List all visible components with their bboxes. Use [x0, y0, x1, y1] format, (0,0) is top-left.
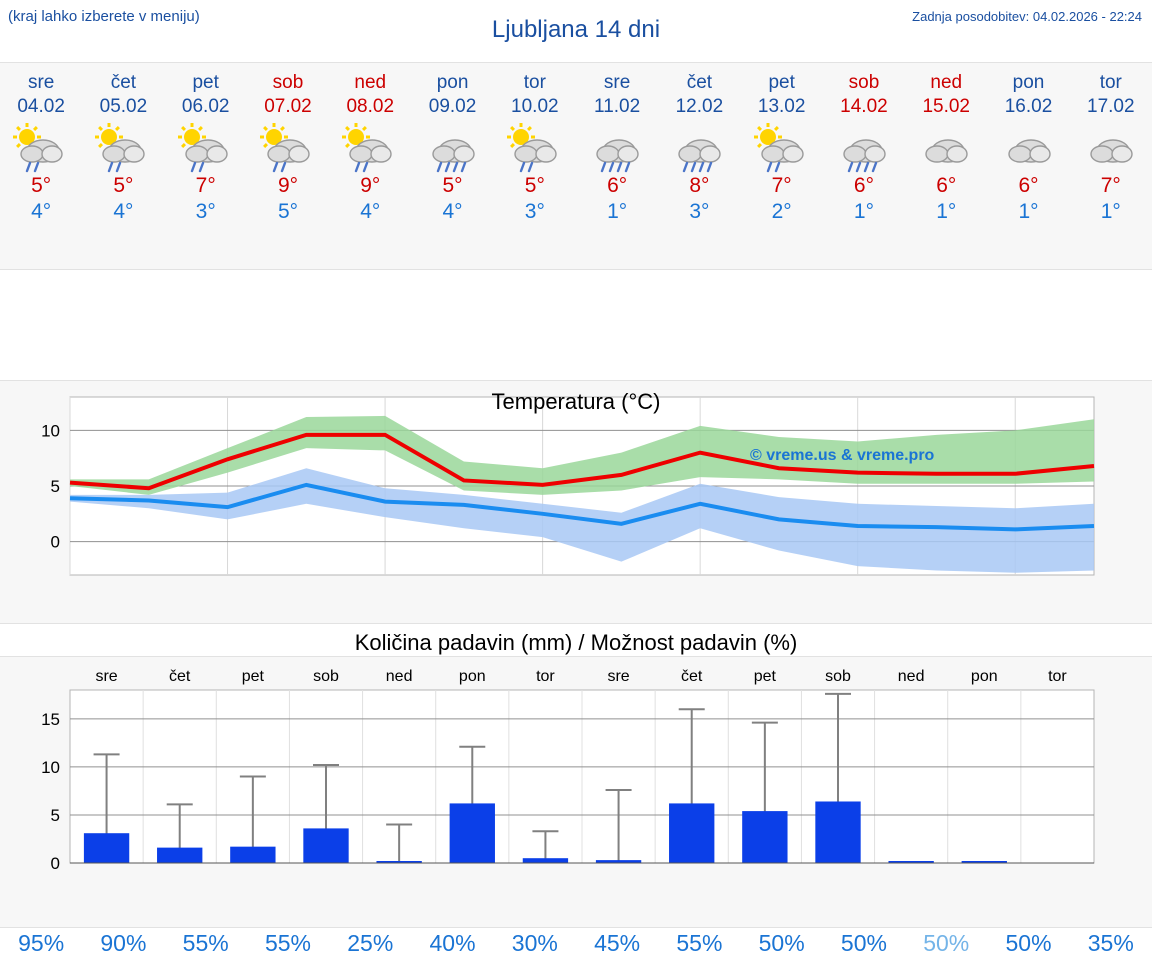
precip-probability: 25% [347, 930, 394, 956]
day-of-week: tor [1099, 72, 1122, 93]
day-min-temp: 3° [195, 200, 216, 223]
day-max-temp: 6° [607, 174, 628, 197]
page-header [0, 0, 1152, 62]
svg-text:0: 0 [50, 532, 60, 552]
precip-probability: 50% [1005, 930, 1052, 956]
day-date: 11.02 [594, 96, 641, 117]
day-of-week: sob [848, 72, 880, 93]
svg-text:15: 15 [41, 709, 60, 729]
svg-text:ned: ned [385, 668, 413, 685]
cloud-rain-icon [411, 121, 493, 173]
day-date: 05.02 [99, 96, 148, 117]
day-min-temp: 4° [31, 200, 52, 223]
day-max-temp: 5° [113, 174, 134, 197]
day-of-week: sre [27, 72, 55, 93]
forecast-day-6 [411, 63, 493, 269]
forecast-day-13 [987, 63, 1069, 269]
day-min-temp: 4° [442, 200, 463, 223]
last-updated: Zadnja posodobitev: 04.02.2026 - 22:24 [912, 9, 1142, 24]
day-min-temp: 1° [936, 200, 957, 223]
precip-probability: 55% [182, 930, 229, 956]
page-title: Ljubljana 14 dni [491, 16, 661, 43]
day-min-temp: 4° [113, 200, 134, 223]
forecast-day-12 [905, 63, 987, 269]
svg-text:čet: čet [681, 668, 703, 685]
sun-rain-icon [741, 121, 823, 173]
svg-text:pet: pet [753, 668, 776, 685]
day-of-week: čet [686, 72, 713, 93]
temperature-chart-title: Temperatura (°C) [491, 389, 661, 414]
day-max-temp: 6° [1018, 174, 1039, 197]
svg-text:pet: pet [241, 668, 264, 685]
day-of-week: pon [436, 72, 469, 93]
svg-text:tor: tor [1048, 668, 1067, 685]
sun-rain-icon [165, 121, 247, 173]
day-of-week: pet [192, 72, 219, 93]
day-max-temp: 9° [277, 174, 299, 197]
sun-rain-icon [494, 121, 576, 173]
svg-text:5: 5 [50, 805, 60, 825]
precip-probability: 55% [676, 930, 723, 956]
day-of-week: tor [523, 72, 546, 93]
day-min-temp: 1° [853, 200, 874, 223]
watermark: © vreme.us & vreme.pro [750, 447, 935, 464]
svg-text:sre: sre [95, 668, 118, 685]
day-date: 06.02 [181, 96, 230, 117]
day-max-temp: 6° [853, 174, 874, 197]
sun-rain-icon [0, 121, 82, 173]
cloud-icon [905, 121, 987, 173]
day-date: 08.02 [346, 96, 395, 117]
day-date: 04.02 [17, 96, 65, 117]
day-max-temp: 5° [524, 174, 545, 197]
precip-probability: 50% [923, 930, 970, 956]
precip-probability: 45% [594, 930, 641, 956]
precip-probability: 95% [18, 930, 65, 956]
temperature-chart [0, 380, 1152, 624]
svg-text:sob: sob [825, 668, 851, 685]
day-of-week: pon [1012, 72, 1045, 93]
day-min-temp: 5° [277, 200, 299, 223]
day-date: 12.02 [675, 96, 724, 117]
precip-probability: 50% [840, 930, 887, 956]
cloud-rain-icon [658, 121, 740, 173]
day-date: 14.02 [840, 96, 888, 117]
day-date: 10.02 [511, 96, 559, 117]
day-max-temp: 8° [689, 174, 710, 197]
day-max-temp: 5° [31, 174, 52, 197]
svg-text:10: 10 [41, 757, 60, 777]
day-date: 15.02 [922, 96, 970, 117]
day-of-week: pet [768, 72, 795, 93]
day-min-temp: 3° [524, 200, 545, 223]
forecast-day-3 [165, 63, 247, 269]
cloud-rain-icon [823, 121, 905, 173]
forecast-day-5 [329, 63, 411, 269]
cloud-icon [987, 121, 1069, 173]
precip-probability: 50% [758, 930, 805, 956]
forecast-day-4 [247, 63, 329, 269]
day-max-temp: 6° [936, 174, 957, 197]
day-date: 17.02 [1087, 96, 1135, 117]
day-min-temp: 1° [607, 200, 628, 223]
day-max-temp: 7° [1100, 174, 1121, 197]
day-min-temp: 2° [771, 200, 792, 223]
svg-text:pon: pon [458, 668, 486, 685]
svg-text:tor: tor [536, 668, 555, 685]
forecast-day-2 [82, 63, 164, 269]
day-min-temp: 3° [689, 200, 710, 223]
svg-text:sob: sob [313, 668, 339, 685]
svg-text:ned: ned [897, 668, 925, 685]
day-date: 13.02 [757, 96, 806, 117]
day-max-temp: 7° [771, 174, 792, 197]
precipitation-plot [0, 658, 1152, 898]
day-max-temp: 5° [442, 174, 463, 197]
day-date: 09.02 [428, 96, 477, 117]
day-max-temp: 7° [195, 174, 216, 197]
day-min-temp: 1° [1100, 200, 1121, 223]
svg-text:čet: čet [169, 668, 191, 685]
sun-rain-icon [247, 121, 329, 173]
precipitation-probability-row [0, 930, 1152, 957]
precip-probability: 40% [429, 930, 476, 956]
forecast-day-8 [576, 63, 658, 269]
day-max-temp: 9° [360, 174, 381, 197]
forecast-day-1 [0, 63, 82, 269]
svg-text:pon: pon [970, 668, 998, 685]
svg-text:10: 10 [41, 421, 60, 441]
day-date: 16.02 [1004, 96, 1053, 117]
location-hint: (kraj lahko izberete v meniju) [8, 8, 200, 25]
forecast-day-strip [0, 62, 1152, 270]
forecast-day-9 [658, 63, 740, 269]
day-min-temp: 1° [1018, 200, 1039, 223]
cloud-rain-icon [576, 121, 658, 173]
forecast-day-10 [741, 63, 823, 269]
day-of-week: sre [603, 72, 631, 93]
sun-rain-icon [82, 121, 164, 173]
forecast-day-7 [494, 63, 576, 269]
day-of-week: ned [354, 72, 387, 93]
precipitation-chart-title: Količina padavin (mm) / Možnost padavin (%) [354, 630, 798, 655]
day-of-week: sob [272, 72, 304, 93]
precip-probability: 90% [100, 930, 147, 956]
day-of-week: čet [110, 72, 137, 93]
svg-text:5: 5 [50, 477, 60, 496]
day-date: 07.02 [264, 96, 312, 117]
svg-text:sre: sre [607, 668, 630, 685]
sun-rain-icon [329, 121, 411, 173]
precipitation-chart [0, 630, 1152, 960]
precip-probability: 35% [1087, 930, 1134, 956]
forecast-day-14 [1070, 63, 1152, 269]
day-of-week: ned [930, 72, 963, 93]
precip-probability: 55% [264, 930, 311, 956]
forecast-day-11 [823, 63, 905, 269]
svg-text:0: 0 [50, 854, 60, 873]
day-min-temp: 4° [360, 200, 381, 223]
cloud-icon [1070, 121, 1152, 173]
precip-probability: 30% [511, 930, 558, 956]
